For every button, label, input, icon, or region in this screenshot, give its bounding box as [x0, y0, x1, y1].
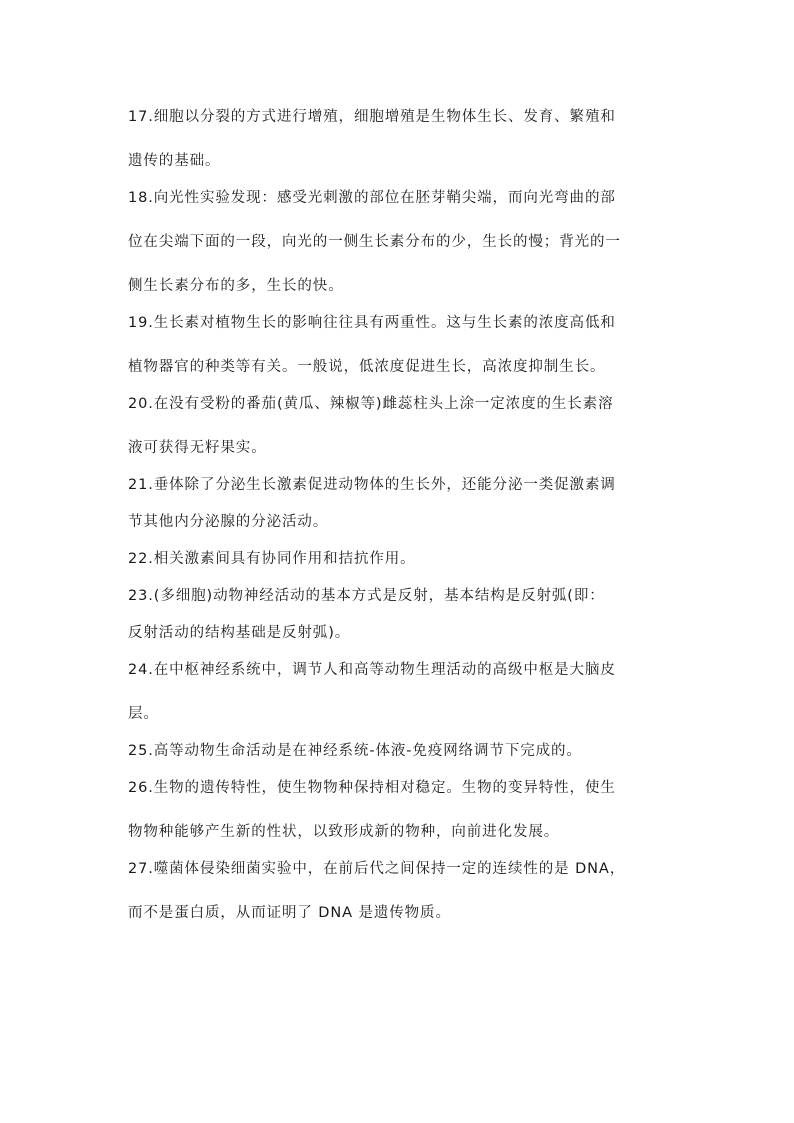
- item-18-line-2: 位在尖端下面的一段，向光的一侧生长素分布的少，生长的慢；背光的一: [128, 234, 621, 250]
- item-22-line-1: 22.相关激素间具有协同作用和拮抗作用。: [128, 551, 416, 567]
- item-18-line-1: 18.向光性实验发现：感受光刺激的部位在胚芽鞘尖端，而向光弯曲的部: [128, 190, 616, 206]
- item-20-line-2: 液可获得无籽果实。: [128, 440, 267, 456]
- item-19-line-2: 植物器官的种类等有关。一般说，低浓度促进生长，高浓度抑制生长。: [128, 359, 606, 375]
- item-26-line-1: 26.生物的遗传特性，使生物物种保持相对稳定。生物的变异特性，使生: [128, 780, 616, 796]
- item-27-line-2: 而不是蛋白质，从而证明了 DNA 是遗传物质。: [128, 905, 451, 921]
- item-27-line-1: 27.噬菌体侵染细菌实验中，在前后代之间保持一定的连续性的是 DNA，: [128, 861, 626, 877]
- item-23-line-1: 23.(多细胞)动物神经活动的基本方式是反射，基本结构是反射弧(即：: [128, 588, 605, 604]
- item-24-line-1: 24.在中枢神经系统中，调节人和高等动物生理活动的高级中枢是大脑皮: [128, 662, 616, 678]
- item-18-line-3: 侧生长素分布的多，生长的快。: [128, 278, 344, 294]
- item-21-line-2: 节其他内分泌腺的分泌活动。: [128, 514, 329, 530]
- item-19-line-1: 19.生长素对植物生长的影响往往具有两重性。这与生长素的浓度高低和: [128, 315, 616, 331]
- item-25-line-1: 25.高等动物生命活动是在神经系统-体液-免疫网络调节下完成的。: [128, 743, 582, 759]
- item-26-line-2: 物物种能够产生新的性状，以致形成新的物种，向前进化发展。: [128, 824, 560, 840]
- document-body: [128, 102, 668, 920]
- item-23-line-2: 反射活动的结构基础是反射弧)。: [128, 625, 351, 641]
- item-20-line-1: 20.在没有受粉的番茄(黄瓜、辣椒等)雌蕊柱头上涂一定浓度的生长素溶: [128, 396, 614, 412]
- item-17-line-2: 遗传的基础。: [128, 153, 221, 169]
- item-17-line-1: 17.细胞以分裂的方式进行增殖，细胞增殖是生物体生长、发育、繁殖和: [128, 109, 616, 125]
- item-21-line-1: 21.垂体除了分泌生长激素促进动物体的生长外，还能分泌一类促激素调: [128, 477, 616, 493]
- item-24-line-2: 层。: [128, 706, 159, 722]
